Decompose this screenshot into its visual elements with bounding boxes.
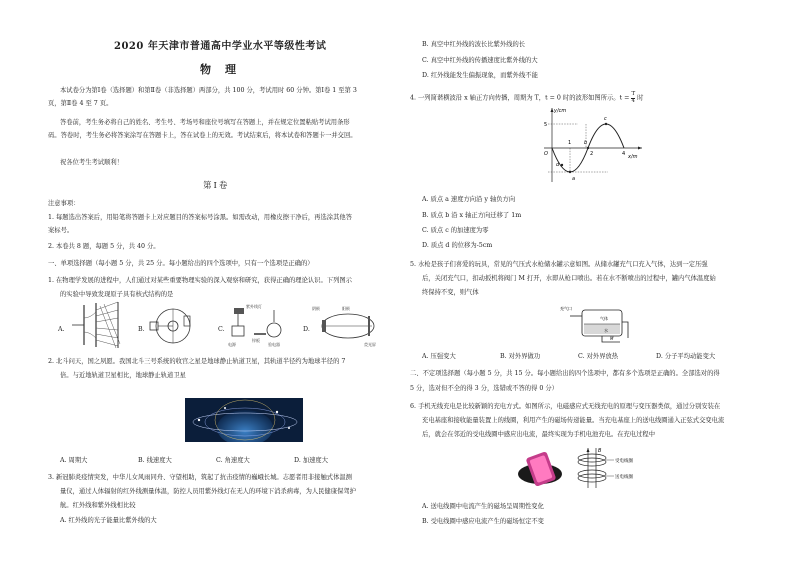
q3-stem-1: 3. 新冠肺炎疫情突发，中华儿女风雨同舟、守望相助，筑起了抗击疫情的巍峨长城。志愿者用非接触式体温测 bbox=[48, 474, 352, 481]
q2-option-a: A. 周期大 bbox=[60, 457, 88, 464]
q4-option-a: A. 质点 a 速度方向沿 y 轴负方向 bbox=[422, 196, 516, 203]
intro-line-4: 码。答卷时，考生务必将答案涂写在答题卡上，答在试卷上的无效。考试结束后，将本试卷和答题卡一并交回。 bbox=[48, 132, 357, 139]
q5-option-c: C. 对外界放热 bbox=[578, 353, 619, 360]
intro-line-5: 祝各位考生考试顺利！ bbox=[60, 159, 123, 166]
exam-title: 2020 年天津市普通高中学业水平等级性考试 bbox=[114, 41, 327, 52]
q4-option-b: B. 质点 b 沿 x 轴正方向迁移了 1m bbox=[422, 212, 522, 219]
q4-fig-y-label: y/cm bbox=[554, 108, 567, 114]
q1-option-c: C. bbox=[218, 326, 225, 333]
q2-option-c: C. 角速度大 bbox=[216, 457, 250, 464]
q6-stem-3: 后，就会在邻近的受电线圈中感应出电流，最终实现为手机电池充电。在充电过程中 bbox=[422, 431, 655, 438]
q4-frac-top: T bbox=[631, 91, 636, 97]
q3-option-b: B. 真空中红外线的波长比紫外线的长 bbox=[422, 41, 526, 48]
q5-water-gun-figure bbox=[560, 302, 630, 344]
q3-option-d: D. 红外线能发生偏振现象，而紫外线不能 bbox=[422, 72, 538, 79]
q5-fig-label-2: 气体 bbox=[600, 316, 608, 321]
q4-fig-point-d: d bbox=[556, 162, 560, 168]
q4-fraction bbox=[631, 92, 635, 104]
part-2-line-2: 5 分，选对但不全的得 3 分，选错或不答的得 0 分） bbox=[410, 385, 558, 392]
q1-fig-c-label-1: 电源 bbox=[228, 342, 236, 347]
q6-fig-label-send: 送电线圈 bbox=[615, 475, 633, 480]
q4-stem bbox=[410, 92, 643, 104]
q1-fig-d-label-3: 荧光屏 bbox=[364, 342, 376, 347]
q1-option-a: A. bbox=[58, 326, 65, 333]
q3-stem-3: 航。红外线和紫外线相比较 bbox=[60, 502, 136, 509]
part-2-line-1: 二、不定项选择题（每小题 5 分，共 15 分。每小题给出的四个选项中，都有多个选项是正确的。全部选对的得 bbox=[410, 370, 720, 377]
q4-option-c: C. 质点 c 的加速度为零 bbox=[422, 227, 489, 234]
q3-option-a: A. 红外线的光子能量比紫外线的大 bbox=[60, 517, 157, 524]
q6-fig-b-label: B bbox=[598, 448, 602, 454]
q1-fig-d-label-1: 阴极 bbox=[312, 306, 320, 311]
intro-line-1: 本试卷分为第Ⅰ卷（选择题）和第Ⅱ卷（非选择题）两部分，共 100 分，考试用时 60 分钟。第Ⅰ卷 1 至第 3 bbox=[60, 87, 357, 94]
q4-fig-point-c: c bbox=[604, 116, 607, 122]
q6-option-b: B. 受电线圈中感应电流产生的磁场恒定不变 bbox=[422, 518, 544, 525]
intro-line-2: 页，第Ⅱ卷 4 至 7 页。 bbox=[48, 100, 113, 107]
q4-wave-figure bbox=[538, 104, 648, 186]
q1-fig-c-label-3: 验电器 bbox=[268, 342, 280, 347]
q4-fig-amp-label: 5 bbox=[544, 122, 548, 128]
q6-fig-label-receive: 受电线圈 bbox=[615, 459, 633, 464]
q5-stem-3: 终保持不变，则气体 bbox=[422, 289, 479, 296]
q2-option-d: D. 加速度大 bbox=[294, 457, 329, 464]
q5-stem-2: 后，关闭充气口，扣动扳机将阀门 M 打开，水即从枪口喷出。若在水不断喷出的过程中，罐内气体温度始 bbox=[422, 275, 716, 282]
q4-fig-x-label: x/m bbox=[628, 154, 638, 160]
q1-fig-photoelectric bbox=[228, 300, 290, 350]
q6-wireless-charging-figure bbox=[510, 444, 660, 492]
q2-stem-1: 2. 北斗问天，国之夙愿。我国北斗三号系统的收官之星是地球静止轨道卫星，其轨道半径约为地球半径的 7 bbox=[48, 358, 346, 365]
q4-fig-tick-2: 2 bbox=[590, 151, 594, 157]
q4-fig-point-a: a bbox=[572, 176, 576, 182]
q6-option-a: A. 送电线圈中电流产生的磁场呈周期性变化 bbox=[422, 503, 544, 510]
q4-frac-bottom: 4 bbox=[631, 97, 636, 104]
part-1-heading: 一、单项选择题（每小题 5 分，共 25 分。每小题给出的四个选项中，只有一个选项是正确的） bbox=[48, 260, 314, 267]
q6-stem-1: 6. 手机无线充电是比较新颖的充电方式。如图所示，电磁感应式无线充电的原理与变压器类似，通过分别安装在 bbox=[410, 403, 721, 410]
q3-stem-2: 量仪，通过人体辐射的红外线测量体温，防控人员用紫外线灯在无人的环境下消杀病毒，为人民健康保驾护 bbox=[60, 488, 356, 495]
intro-line-3: 答卷前，考生务必将自己的姓名、考生号、考场号和座位号填写在答题上，并在规定位置粘贴考试用条形 bbox=[60, 119, 350, 126]
q1-fig-cathode-ray bbox=[312, 302, 384, 350]
q5-fig-label-4: M bbox=[610, 336, 614, 341]
exam-subject: 物理 bbox=[200, 63, 250, 76]
q4-fig-point-b: b bbox=[584, 140, 588, 146]
q4-fig-origin: O bbox=[544, 151, 548, 157]
q1-fig-scattering bbox=[148, 304, 198, 348]
q1-fig-c-label-4: 锌板 bbox=[252, 338, 260, 343]
q1-option-d: D. bbox=[303, 326, 310, 333]
q5-option-a: A. 压强变大 bbox=[422, 353, 456, 360]
notes-heading: 注意事项： bbox=[48, 200, 80, 207]
q1-stem-2: 的实验中导致发现原子具有核式结构的是 bbox=[60, 291, 174, 298]
section-heading: 第Ⅰ卷 bbox=[203, 181, 230, 191]
q5-option-b: B. 对外界做功 bbox=[500, 353, 541, 360]
q4-fig-tick-4: 4 bbox=[622, 151, 626, 157]
q4-fig-tick-1: 1 bbox=[568, 140, 572, 146]
q6-stem-2: 充电基座和接收能量装置上的线圈，利用产生的磁场传递能量。当充电基座上的送电线圈通入正弦式交变电流 bbox=[422, 417, 725, 424]
q4-stem-text: 4. 一列简谐横波沿 x 轴正方向传播，周期为 T，t = 0 时的波形如图所示。t = bbox=[410, 94, 630, 102]
q1-stem-1: 1. 在物理学发展的进程中，人们通过对某些重要物理实验的深入观察和研究，获得正确的理论认识。下列图示 bbox=[48, 277, 352, 284]
q5-fig-label-3: 水 bbox=[604, 328, 608, 333]
q5-stem-1: 5. 水枪是孩子们喜爱的玩具，常见的气压式水枪储水罐示意如图。从储水罐充气口充入气体，达到一定压强 bbox=[410, 261, 708, 268]
note-1a: 1. 每题选出答案后，用铅笔将答题卡上对应题目的答案标号涂黑。如需改动，用橡皮擦干净后，再选涂其他答 bbox=[48, 214, 352, 221]
q4-stem-end: 时 bbox=[637, 94, 644, 102]
q1-fig-d-label-2: 阳极 bbox=[342, 306, 350, 311]
q5-fig-label-1: 充气口 bbox=[560, 306, 572, 311]
note-2: 2. 本卷共 8 题，每题 5 分，共 40 分。 bbox=[48, 243, 160, 250]
q1-option-b: B. bbox=[138, 326, 145, 333]
q1-fig-double-slit bbox=[70, 300, 122, 350]
q3-option-c: C. 真空中红外线的传播速度比紫外线的大 bbox=[422, 57, 538, 64]
note-1b: 案标号。 bbox=[48, 227, 74, 234]
q2-option-b: B. 线速度大 bbox=[138, 457, 172, 464]
q5-option-d: D. 分子平均动能变大 bbox=[656, 353, 716, 360]
q4-option-d: D. 质点 d 的位移为-5cm bbox=[422, 242, 493, 249]
q1-fig-c-label-2: 紫外线灯 bbox=[246, 304, 262, 309]
q2-satellite-image bbox=[185, 398, 303, 442]
q2-stem-2: 倍。与近地轨道卫星相比，地球静止轨道卫星 bbox=[60, 372, 186, 379]
